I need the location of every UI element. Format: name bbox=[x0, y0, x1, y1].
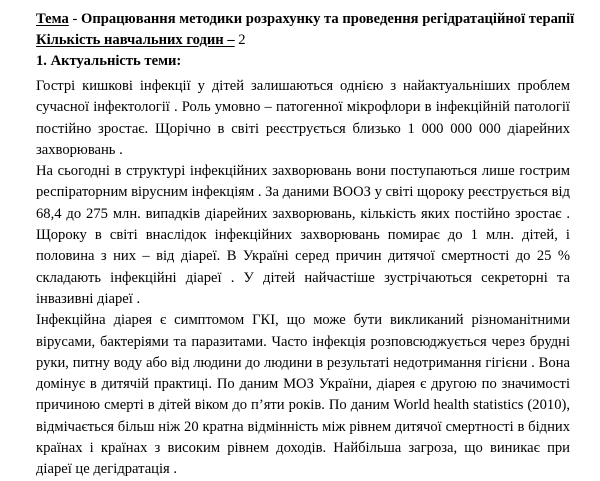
hours-value: 2 bbox=[234, 31, 246, 48]
document-header bbox=[36, 9, 575, 50]
body-paragraph: На сьогодні в структурі інфекційних захворювань вони поступаються лише гострим респіраторним вірусним інфекціям . За даними ВООЗ у світі щороку реєструється від 68,4 до 275 млн. випадків діарейних захворювань, кількість яких постійно зростає . Щороку в світі внаслідок інфекційних захворювань помирає до 1 млн. дітей, і половина з них – від діареї. В Україні серед причин дитячої смертності до 25 % складають інфекційні діареї . У дітей найчастіше зустрічаються секреторні та інвазивні діареї . bbox=[36, 163, 570, 307]
hours-label: Кількість навчальних годин – bbox=[36, 31, 235, 48]
topic-line bbox=[36, 9, 575, 30]
document-body bbox=[36, 76, 570, 481]
topic-title: Опрацювання методики розрахунку та проведення регідратаційної терапії bbox=[80, 11, 575, 27]
body-paragraph: Гострі кишкові інфекції у дітей залишаються однією з найактуальніших проблем сучасної інфектології . Роль умовно – патогенної мікрофлори в інфекційній патології постійно зростає. Щорічно в світі реєструється близько 1 000 000 000 діарейних захворювань . bbox=[36, 78, 570, 158]
topic-label: Тема bbox=[36, 11, 69, 27]
section-heading-relevance: 1. Актуальність теми: bbox=[36, 53, 182, 69]
topic-dash: - bbox=[68, 11, 81, 27]
hours-line bbox=[36, 30, 570, 51]
body-paragraph: Інфекційна діарея є симптомом ГКІ, що може бути викликаний різноманітними вірусами, бактеріями та паразитами. Часто інфекція розповсюджується через брудні руки, питну воду або від людини до людини в результаті недотримання гігієни . Вона домінує в дитячій практиці. По даним МОЗ України, діарея є другою по значимості причиною смерті в дітей віком до п’яти років. По даним World health statistics (2010), відмічається більш ніж 20 кратна відмінність між рівнем дитячої смертності в бідних країнах і країнах з високим рівнем доходів. Найбільша загроза, що виникає при діареї це дегідратація . bbox=[36, 312, 570, 478]
